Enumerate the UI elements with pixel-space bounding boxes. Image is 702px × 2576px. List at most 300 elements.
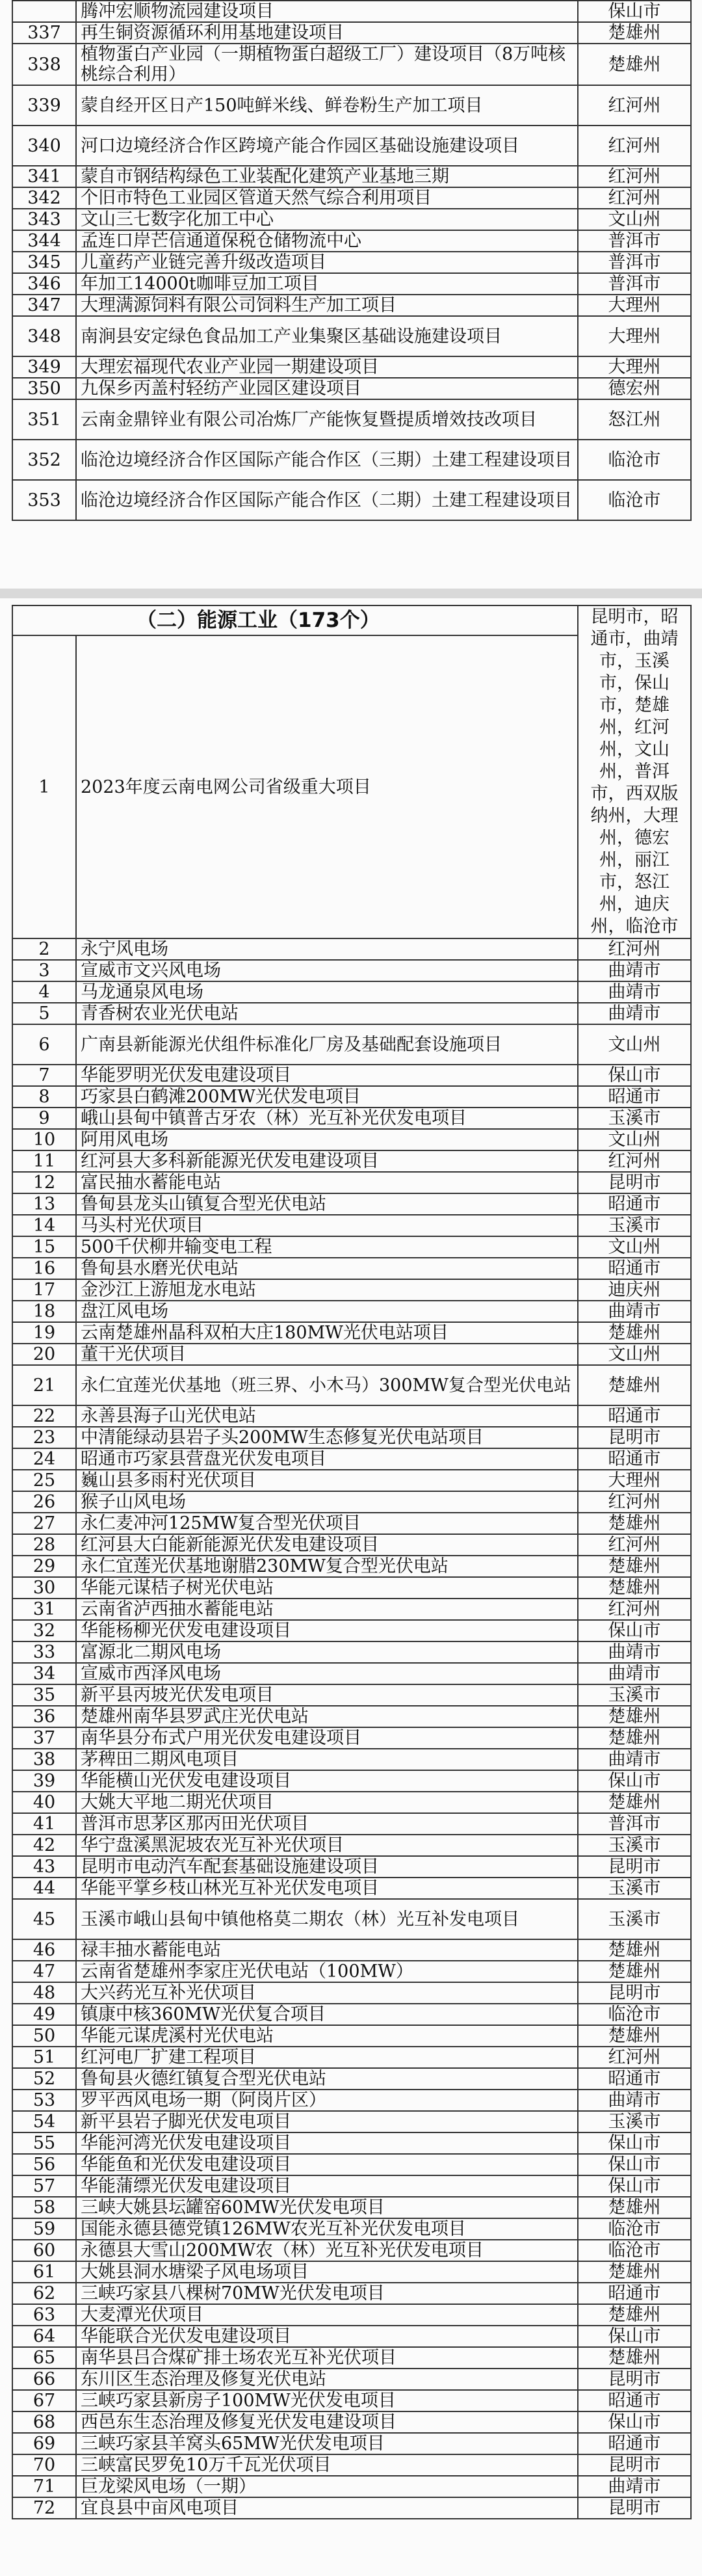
project-region: 保山市 — [578, 1065, 691, 1086]
project-region: 曲靖市 — [578, 1663, 691, 1684]
project-name: 文山三七数字化加工中心 — [76, 209, 578, 230]
project-region: 昭通市 — [578, 2433, 691, 2454]
project-region: 大理州 — [578, 295, 691, 316]
table-row — [12, 126, 691, 166]
project-name: 华能元谋桔子树光伏电站 — [76, 1577, 578, 1599]
table-row — [12, 1427, 691, 1448]
project-region: 楚雄州 — [578, 2025, 691, 2047]
row-number: 7 — [12, 1065, 76, 1086]
table-row — [12, 1193, 691, 1215]
project-name: 新平县丙坡光伏发电项目 — [76, 1684, 578, 1706]
row-number: 64 — [12, 2326, 76, 2347]
row-number: 39 — [12, 1770, 76, 1792]
project-region: 玉溪市 — [578, 1684, 691, 1706]
project-region: 昆明市 — [578, 2497, 691, 2519]
row-number: 8 — [12, 1086, 76, 1108]
table-row — [12, 1939, 691, 1961]
project-region: 楚雄州 — [578, 2347, 691, 2369]
project-region: 怒江州 — [578, 399, 691, 440]
project-region: 保山市 — [578, 2132, 691, 2154]
project-region: 德宏州 — [578, 378, 691, 399]
row-number: 343 — [12, 209, 76, 230]
table-row — [12, 1641, 691, 1663]
project-name: 东川区生态治理及修复光伏电站 — [76, 2369, 578, 2390]
project-name: 三峡巧家县八棵树70MW光伏发电项目 — [76, 2283, 578, 2304]
project-name: 普洱市思茅区那丙田光伏项目 — [76, 1813, 578, 1835]
project-region: 迪庆州 — [578, 1279, 691, 1301]
project-name: 玉溪市峨山县甸中镇他格莫二期农（林）光互补发电项目 — [76, 1899, 578, 1939]
table-row — [12, 1065, 691, 1086]
row-number: 51 — [12, 2047, 76, 2068]
project-name: 大兴药光互补光伏项目 — [76, 1982, 578, 2004]
table-row — [12, 960, 691, 981]
row-number: 13 — [12, 1193, 76, 1215]
project-name: 宣威市文兴风电场 — [76, 960, 578, 981]
table-row — [12, 1513, 691, 1534]
project-name: 罗平西风电场一期（阿岗片区） — [76, 2090, 578, 2111]
row-number: 19 — [12, 1322, 76, 1344]
project-region: 楚雄州 — [578, 1706, 691, 1727]
row-number — [12, 1, 76, 22]
project-name: 鲁甸县龙头山镇复合型光伏电站 — [76, 1193, 578, 1215]
row-number: 53 — [12, 2090, 76, 2111]
row-number: 41 — [12, 1813, 76, 1835]
project-region: 曲靖市 — [578, 1749, 691, 1770]
project-name: 九保乡丙盖村轻纺产业园区建设项目 — [76, 378, 578, 399]
project-name: 个旧市特色工业园区管道天然气综合利用项目 — [76, 187, 578, 209]
project-name: 鲁甸县火德红镇复合型光伏电站 — [76, 2068, 578, 2090]
project-region: 大理州 — [578, 356, 691, 378]
project-name: 云南省楚雄州李家庄光伏电站（100MW） — [76, 1961, 578, 1982]
project-name: 镇康中核360MW光伏复合项目 — [76, 2004, 578, 2025]
project-region: 文山州 — [578, 209, 691, 230]
row-number: 349 — [12, 356, 76, 378]
project-name: 华能罗明光伏发电建设项目 — [76, 1065, 578, 1086]
project-name: 巨龙梁风电场（一期） — [76, 2476, 578, 2497]
project-name: 华能河湾光伏发电建设项目 — [76, 2132, 578, 2154]
row-number: 9 — [12, 1108, 76, 1129]
row-number: 62 — [12, 2283, 76, 2304]
table-row — [12, 1620, 691, 1641]
project-region: 玉溪市 — [578, 1899, 691, 1939]
table-row — [12, 1448, 691, 1470]
project-name: 青香树农业光伏电站 — [76, 1003, 578, 1024]
table-row — [12, 1899, 691, 1939]
project-name: 金沙江上游旭龙水电站 — [76, 1279, 578, 1301]
project-name: 猴子山风电场 — [76, 1491, 578, 1513]
project-region: 昭通市 — [578, 2283, 691, 2304]
project-name: 三峡大姚县坛罐窑60MW光伏发电项目 — [76, 2197, 578, 2218]
project-region: 红河州 — [578, 1150, 691, 1172]
project-name: 华能蒲缥光伏发电建设项目 — [76, 2175, 578, 2197]
row-number: 66 — [12, 2369, 76, 2390]
row-number: 348 — [12, 316, 76, 356]
row-number: 353 — [12, 480, 76, 520]
project-name: 富民抽水蓄能电站 — [76, 1172, 578, 1193]
table-row — [12, 1172, 691, 1193]
row-number: 12 — [12, 1172, 76, 1193]
table-row — [12, 1534, 691, 1556]
project-region: 楚雄州 — [578, 1322, 691, 1344]
project-region: 文山州 — [578, 1129, 691, 1150]
row-number: 344 — [12, 230, 76, 252]
row-number: 30 — [12, 1577, 76, 1599]
row-number: 28 — [12, 1534, 76, 1556]
project-region: 红河州 — [578, 126, 691, 166]
project-name: 蒙自经开区日产150吨鲜米线、鲜卷粉生产加工项目 — [76, 85, 578, 126]
table-row — [12, 2347, 691, 2369]
project-name: 西邑东生态治理及修复光伏发电建设项目 — [76, 2411, 578, 2433]
project-region: 楚雄州 — [578, 22, 691, 44]
row-number: 69 — [12, 2433, 76, 2454]
project-name: 红河电厂扩建工程项目 — [76, 2047, 578, 2068]
row-number: 36 — [12, 1706, 76, 1727]
row-number: 44 — [12, 1878, 76, 1899]
project-name: 500千伏柳井输变电工程 — [76, 1236, 578, 1258]
project-region: 楚雄州 — [578, 1961, 691, 1982]
row-number: 60 — [12, 2240, 76, 2261]
table-row — [12, 2240, 691, 2261]
project-name: 红河县大白能新能源光伏发电建设项目 — [76, 1534, 578, 1556]
table-row — [12, 1215, 691, 1236]
row-number: 59 — [12, 2218, 76, 2240]
project-name: 大理宏福现代农业产业园一期建设项目 — [76, 356, 578, 378]
row-number: 71 — [12, 2476, 76, 2497]
project-name: 巧家县白鹤滩200MW光伏发电项目 — [76, 1086, 578, 1108]
project-region: 保山市 — [578, 2175, 691, 2197]
project-region: 曲靖市 — [578, 960, 691, 981]
project-region: 曲靖市 — [578, 1301, 691, 1322]
project-name: 鲁甸县水磨光伏电站 — [76, 1258, 578, 1279]
table-row — [12, 1961, 691, 1982]
row-number: 63 — [12, 2304, 76, 2326]
table-row — [12, 316, 691, 356]
project-region: 曲靖市 — [578, 1641, 691, 1663]
project-region: 昆明市 — [578, 2454, 691, 2476]
table-row — [12, 2004, 691, 2025]
table-row — [12, 1258, 691, 1279]
project-region: 曲靖市 — [578, 1003, 691, 1024]
project-name: 昆明市电动汽车配套基础设施建设项目 — [76, 1856, 578, 1878]
project-name: 腾冲宏顺物流园建设项目 — [76, 1, 578, 22]
project-region: 昭通市 — [578, 1405, 691, 1427]
project-region: 保山市 — [578, 1, 691, 22]
project-name: 云南楚雄州晶科双柏大庄180MW光伏电站项目 — [76, 1322, 578, 1344]
page-upper — [0, 0, 702, 589]
table-row — [12, 1770, 691, 1792]
project-region: 临沧市 — [578, 480, 691, 520]
row-number: 48 — [12, 1982, 76, 2004]
project-name: 河口边境经济合作区跨境产能合作园区基础设施建设项目 — [76, 126, 578, 166]
project-name: 永仁宜莲光伏基地谢腊230MW复合型光伏电站 — [76, 1556, 578, 1577]
row-number: 342 — [12, 187, 76, 209]
table-row — [12, 2090, 691, 2111]
table-row — [12, 1727, 691, 1749]
table-row — [12, 480, 691, 520]
table-row — [12, 22, 691, 44]
project-name: 红河县大多科新能源光伏发电建设项目 — [76, 1150, 578, 1172]
project-region: 红河州 — [578, 166, 691, 187]
table-row — [12, 981, 691, 1003]
row-number: 55 — [12, 2132, 76, 2154]
table-row — [12, 1599, 691, 1620]
project-name: 华能横山光伏发电建设项目 — [76, 1770, 578, 1792]
project-region: 曲靖市 — [578, 2476, 691, 2497]
row-number: 24 — [12, 1448, 76, 1470]
project-name: 峨山县甸中镇普古牙农（林）光互补光伏发电项目 — [76, 1108, 578, 1129]
project-region: 普洱市 — [578, 252, 691, 273]
project-region: 大理州 — [578, 316, 691, 356]
project-name: 华能平掌乡枝山林光互补光伏发电项目 — [76, 1878, 578, 1899]
table-row — [12, 2433, 691, 2454]
row-number: 5 — [12, 1003, 76, 1024]
project-name: 盘江风电场 — [76, 1301, 578, 1322]
table-row — [12, 1491, 691, 1513]
project-region: 普洱市 — [578, 1813, 691, 1835]
table-row — [12, 1236, 691, 1258]
project-name: 三峡富民罗免10万千瓦光伏项目 — [76, 2454, 578, 2476]
project-name: 2023年度云南电网公司省级重大项目 — [76, 635, 578, 938]
table-row — [12, 1878, 691, 1899]
row-number: 32 — [12, 1620, 76, 1641]
row-number: 49 — [12, 2004, 76, 2025]
table-row — [12, 2218, 691, 2240]
table-row — [12, 1706, 691, 1727]
row-number: 27 — [12, 1513, 76, 1534]
table-row — [12, 1003, 691, 1024]
table-row — [12, 2068, 691, 2090]
table-row — [12, 440, 691, 480]
project-name: 阿用风电场 — [76, 1129, 578, 1150]
row-number: 2 — [12, 938, 76, 960]
project-name: 大麦潭光伏项目 — [76, 2304, 578, 2326]
project-name: 大姚县洞水塘梁子风电场项目 — [76, 2261, 578, 2283]
row-number: 339 — [12, 85, 76, 126]
project-region: 保山市 — [578, 1770, 691, 1792]
table-row — [12, 1086, 691, 1108]
table-row — [12, 1024, 691, 1065]
row-number: 341 — [12, 166, 76, 187]
row-number: 65 — [12, 2347, 76, 2369]
project-name: 华宁盘溪黑泥坡农光互补光伏项目 — [76, 1835, 578, 1856]
project-region: 玉溪市 — [578, 2111, 691, 2132]
project-name: 楚雄州南华县罗武庄光伏电站 — [76, 1706, 578, 1727]
project-name: 永仁麦冲河125MW复合型光伏项目 — [76, 1513, 578, 1534]
project-name: 马龙通泉风电场 — [76, 981, 578, 1003]
table-row — [12, 1856, 691, 1878]
table-row — [12, 2411, 691, 2433]
project-region: 文山州 — [578, 1236, 691, 1258]
project-name: 三峡巧家县新房子100MW光伏发电项目 — [76, 2390, 578, 2411]
row-number: 20 — [12, 1344, 76, 1365]
row-number: 52 — [12, 2068, 76, 2090]
row-number: 37 — [12, 1727, 76, 1749]
project-region: 玉溪市 — [578, 1215, 691, 1236]
table-row — [12, 1405, 691, 1427]
table-row — [12, 1322, 691, 1344]
table-row — [12, 2283, 691, 2304]
table-row — [12, 2497, 691, 2519]
project-name: 年加工14000t咖啡豆加工项目 — [76, 273, 578, 295]
row-number: 26 — [12, 1491, 76, 1513]
project-region: 红河州 — [578, 85, 691, 126]
table-row — [12, 1365, 691, 1405]
project-name: 昭通市巧家县营盘光伏发电项目 — [76, 1448, 578, 1470]
project-region: 临沧市 — [578, 440, 691, 480]
project-name: 植物蛋白产业园（一期植物蛋白超级工厂）建设项目（8万吨核桃综合利用） — [76, 44, 578, 85]
row-number: 23 — [12, 1427, 76, 1448]
row-number: 351 — [12, 399, 76, 440]
project-name: 永德县大雪山200MW农（林）光互补光伏发电项目 — [76, 2240, 578, 2261]
row-number: 68 — [12, 2411, 76, 2433]
project-region: 楚雄州 — [578, 2304, 691, 2326]
row-number: 72 — [12, 2497, 76, 2519]
table-row — [12, 1556, 691, 1577]
table-row — [12, 1813, 691, 1835]
row-number: 16 — [12, 1258, 76, 1279]
project-name: 中清能绿动县岩子头200MW生态修复光伏电站项目 — [76, 1427, 578, 1448]
row-number: 61 — [12, 2261, 76, 2283]
first-row-region: 昆明市，昭通市，曲靖市，玉溪市，保山市，楚雄州，红河州，文山州，普洱市，西双版纳州，大理州，德宏州，丽江市，怒江州，迪庆州，临沧市 — [578, 605, 691, 938]
project-name: 马头村光伏项目 — [76, 1215, 578, 1236]
project-region: 昭通市 — [578, 1448, 691, 1470]
table-row — [12, 2175, 691, 2197]
project-name: 云南金鼎锌业有限公司冶炼厂产能恢复暨提质增效技改项目 — [76, 399, 578, 440]
table-row — [12, 1301, 691, 1322]
row-number: 14 — [12, 1215, 76, 1236]
table-row — [12, 1470, 691, 1491]
row-number: 42 — [12, 1835, 76, 1856]
page-lower — [0, 598, 702, 2576]
industry-project-table-continued — [12, 0, 692, 521]
section-header-row — [12, 605, 691, 635]
project-region: 昭通市 — [578, 1258, 691, 1279]
row-number: 21 — [12, 1365, 76, 1405]
project-name: 南涧县安定绿色食品加工产业集聚区基础设施建设项目 — [76, 316, 578, 356]
project-name: 临沧边境经济合作区国际产能合作区（三期）土建工程建设项目 — [76, 440, 578, 480]
project-region: 昭通市 — [578, 2068, 691, 2090]
table-row — [12, 2390, 691, 2411]
row-number: 40 — [12, 1792, 76, 1813]
project-name: 华能元谋虎溪村光伏电站 — [76, 2025, 578, 2047]
project-name: 临沧边境经济合作区国际产能合作区（二期）土建工程建设项目 — [76, 480, 578, 520]
project-region: 楚雄州 — [578, 1556, 691, 1577]
project-region: 昆明市 — [578, 2369, 691, 2390]
project-region: 临沧市 — [578, 2218, 691, 2240]
row-number: 25 — [12, 1470, 76, 1491]
energy-project-table — [12, 605, 692, 2519]
table-row — [12, 1982, 691, 2004]
row-number: 54 — [12, 2111, 76, 2132]
project-name: 巍山县多雨村光伏项目 — [76, 1470, 578, 1491]
project-region: 昆明市 — [578, 1427, 691, 1448]
row-number: 338 — [12, 44, 76, 85]
project-region: 昆明市 — [578, 1982, 691, 2004]
project-region: 临沧市 — [578, 2240, 691, 2261]
table-row — [12, 2261, 691, 2283]
row-number: 50 — [12, 2025, 76, 2047]
table-row — [12, 378, 691, 399]
project-region: 曲靖市 — [578, 981, 691, 1003]
project-name: 永仁宜莲光伏基地（班三界、小木马）300MW复合型光伏电站 — [76, 1365, 578, 1405]
project-name: 蒙自市钢结构绿色工业装配化建筑产业基地三期 — [76, 166, 578, 187]
row-number: 337 — [12, 22, 76, 44]
row-number: 22 — [12, 1405, 76, 1427]
project-region: 楚雄州 — [578, 1939, 691, 1961]
project-region: 大理州 — [578, 1470, 691, 1491]
project-name: 华能联合光伏发电建设项目 — [76, 2326, 578, 2347]
project-name: 华能鱼和光伏发电建设项目 — [76, 2154, 578, 2175]
project-name: 国能永德县德党镇126MW农光互补光伏发电项目 — [76, 2218, 578, 2240]
project-region: 普洱市 — [578, 230, 691, 252]
project-region: 红河州 — [578, 938, 691, 960]
project-name: 永善县海子山光伏电站 — [76, 1405, 578, 1427]
project-name: 孟连口岸芒信通道保税仓储物流中心 — [76, 230, 578, 252]
project-name: 南华县分布式户用光伏发电建设项目 — [76, 1727, 578, 1749]
table-row — [12, 938, 691, 960]
project-name: 儿童药产业链完善升级改造项目 — [76, 252, 578, 273]
table-row — [12, 295, 691, 316]
project-name: 新平县岩子脚光伏发电项目 — [76, 2111, 578, 2132]
project-name: 大理满源饲料有限公司饲料生产加工项目 — [76, 295, 578, 316]
project-region: 红河州 — [578, 1599, 691, 1620]
table-row — [12, 2047, 691, 2068]
row-number: 47 — [12, 1961, 76, 1982]
project-name: 大姚大平地二期光伏项目 — [76, 1792, 578, 1813]
table-row — [12, 1577, 691, 1599]
row-number: 10 — [12, 1129, 76, 1150]
row-number: 35 — [12, 1684, 76, 1706]
row-number: 18 — [12, 1301, 76, 1322]
row-number: 352 — [12, 440, 76, 480]
table-row — [12, 44, 691, 85]
project-region: 保山市 — [578, 2326, 691, 2347]
project-name: 茅稗田二期风电项目 — [76, 1749, 578, 1770]
table-row — [12, 2454, 691, 2476]
row-number: 347 — [12, 295, 76, 316]
project-name: 宜良县中亩风电项目 — [76, 2497, 578, 2519]
table-row — [12, 209, 691, 230]
table-row — [12, 1835, 691, 1856]
row-number: 15 — [12, 1236, 76, 1258]
project-region: 楚雄州 — [578, 2261, 691, 2283]
project-region: 普洱市 — [578, 273, 691, 295]
table-row — [12, 399, 691, 440]
project-name: 广南县新能源光伏组件标准化厂房及基础配套设施项目 — [76, 1024, 578, 1065]
row-number: 38 — [12, 1749, 76, 1770]
table-row — [12, 2111, 691, 2132]
project-region: 红河州 — [578, 1534, 691, 1556]
table-row — [12, 1749, 691, 1770]
row-number: 1 — [12, 635, 76, 938]
project-name: 南华县吕合煤矿排土场农光互补光伏项目 — [76, 2347, 578, 2369]
row-number: 46 — [12, 1939, 76, 1961]
project-name: 宣威市西泽风电场 — [76, 1663, 578, 1684]
row-number: 57 — [12, 2175, 76, 2197]
row-number: 29 — [12, 1556, 76, 1577]
table-row — [12, 2369, 691, 2390]
row-number: 17 — [12, 1279, 76, 1301]
project-region: 昆明市 — [578, 1856, 691, 1878]
row-number: 3 — [12, 960, 76, 981]
project-region: 红河州 — [578, 187, 691, 209]
project-name: 董干光伏项目 — [76, 1344, 578, 1365]
table-row — [12, 2154, 691, 2175]
table-row — [12, 2304, 691, 2326]
project-region: 玉溪市 — [578, 1878, 691, 1899]
table-row — [12, 2197, 691, 2218]
table-row — [12, 1792, 691, 1813]
